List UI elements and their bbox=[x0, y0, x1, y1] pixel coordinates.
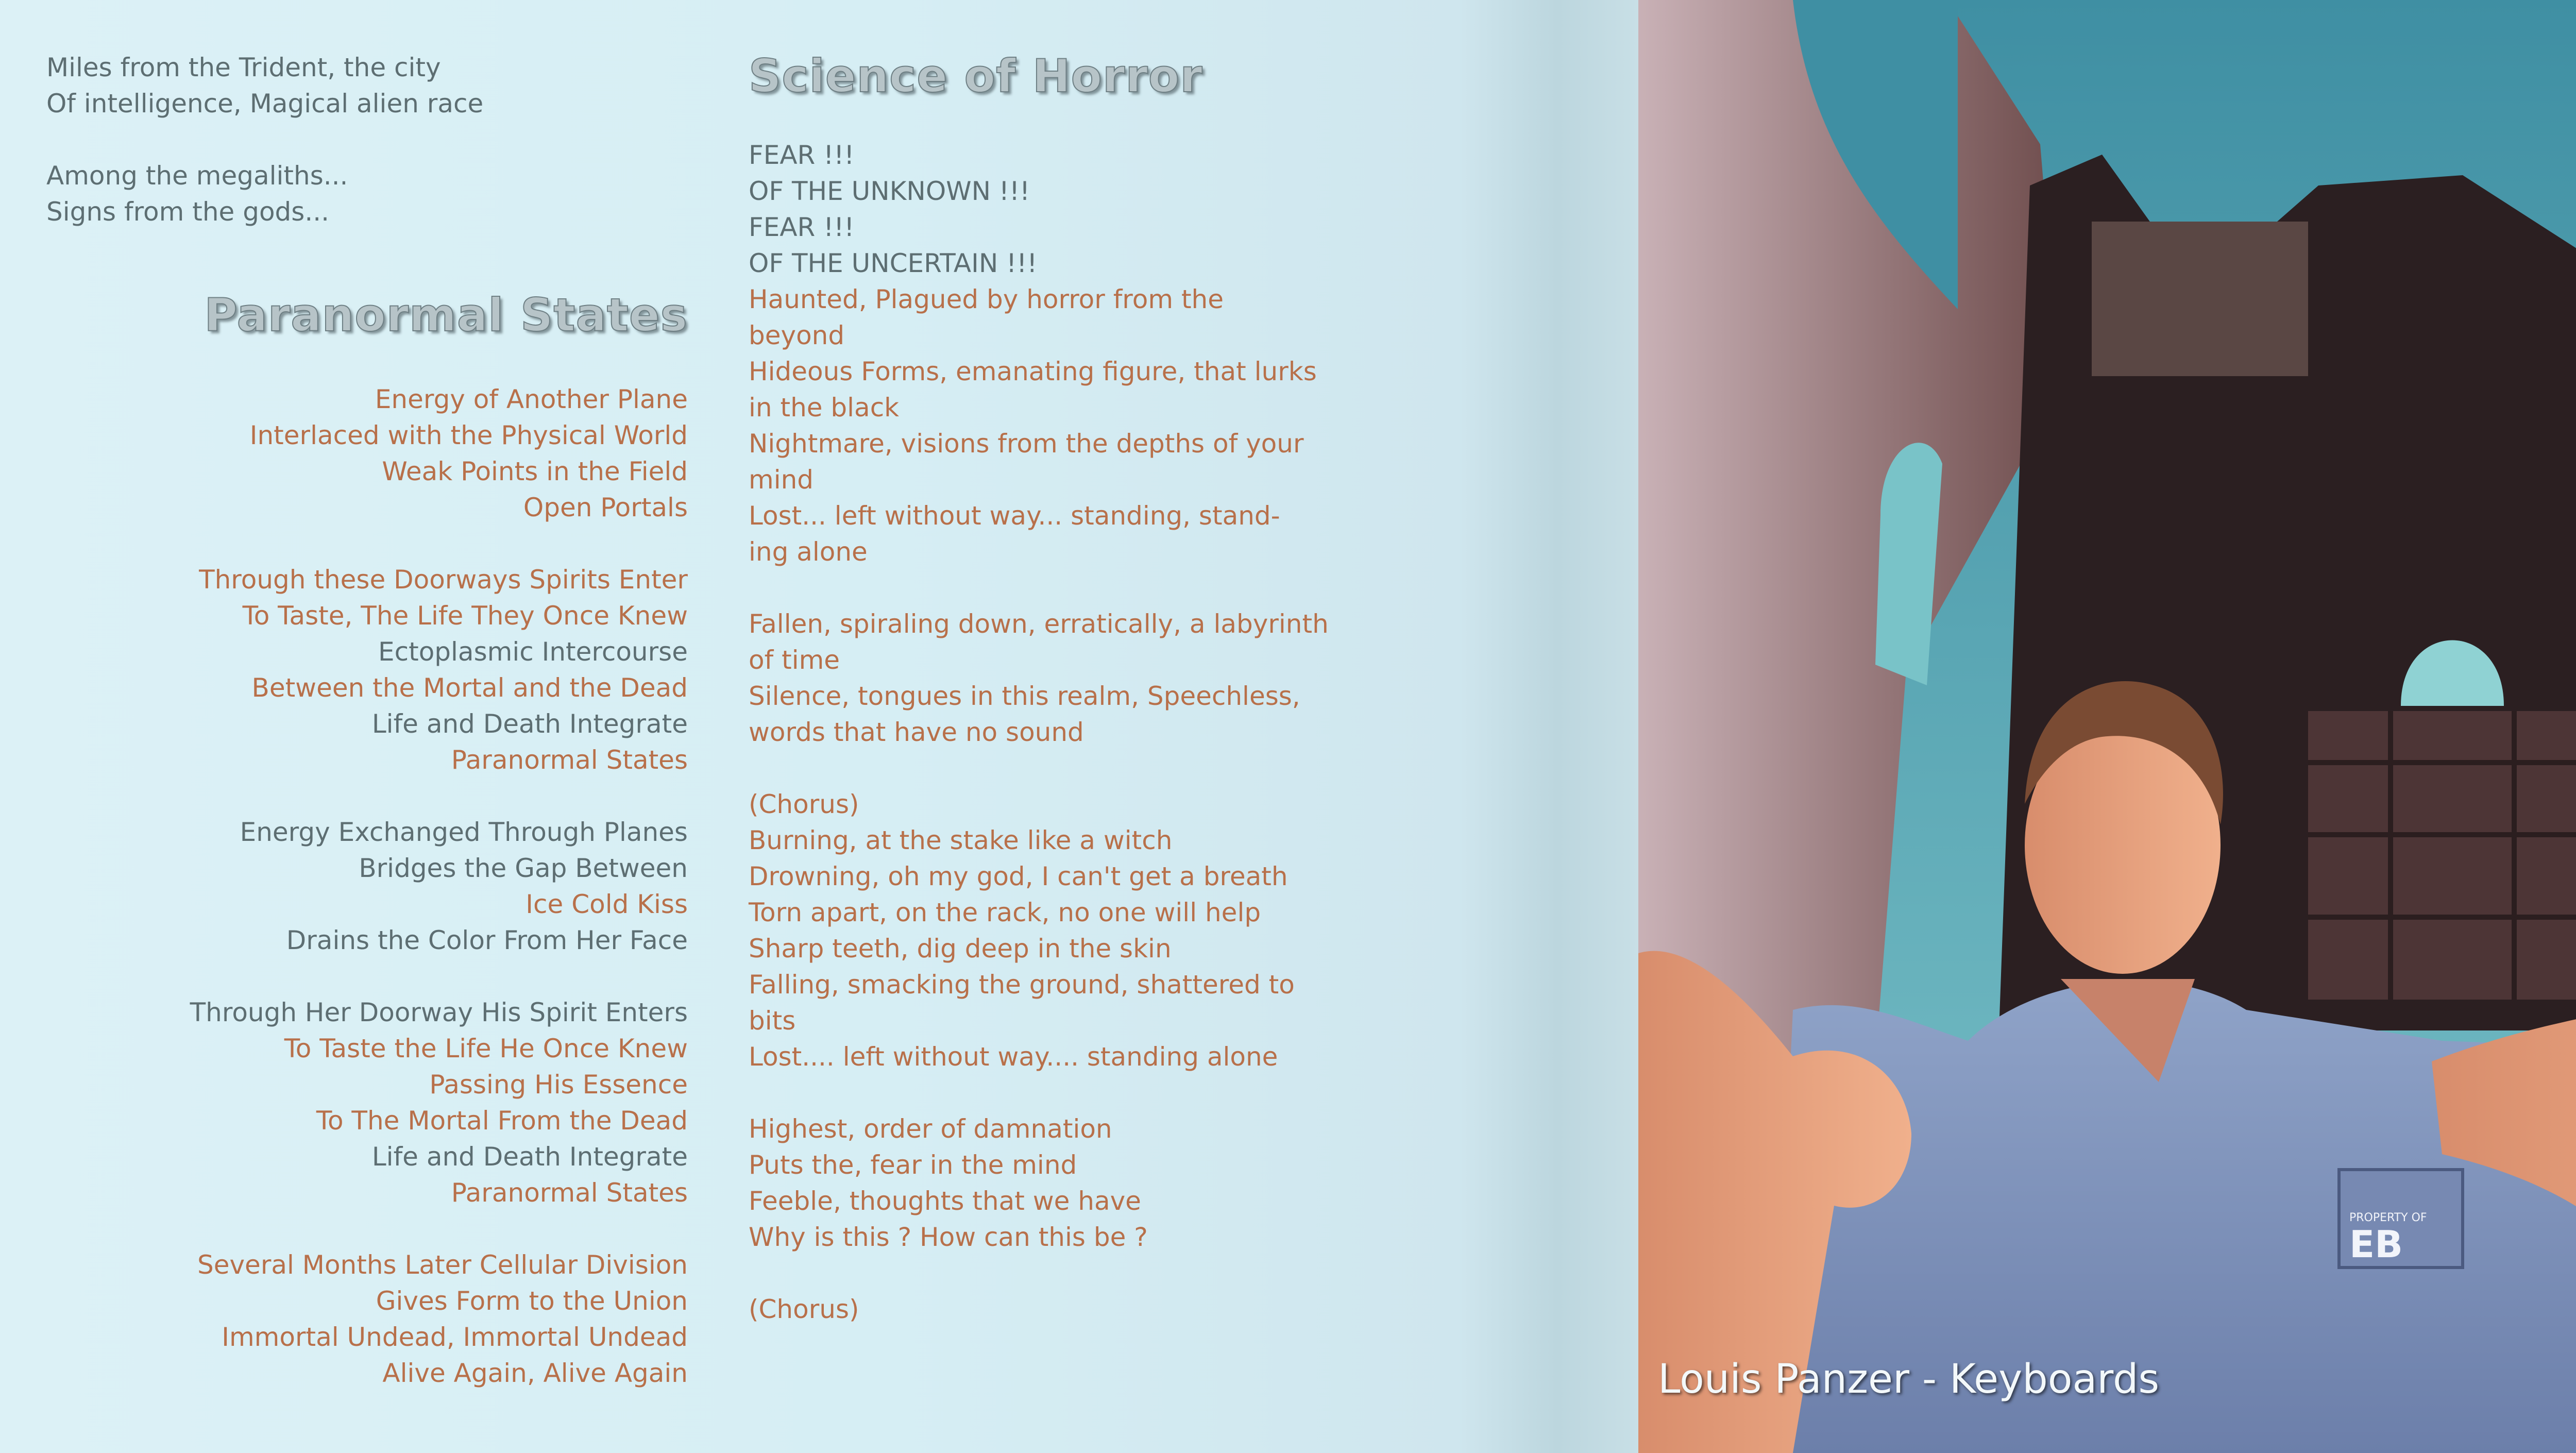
lyric-line: bits bbox=[749, 1006, 796, 1036]
stanza-gap bbox=[0, 1211, 688, 1247]
lyric-line: Paranormal States bbox=[451, 1178, 688, 1208]
intro-block bbox=[46, 49, 483, 230]
lyric-line: ing alone bbox=[749, 537, 868, 567]
lyric-line: Life and Death Integrate bbox=[371, 1142, 688, 1172]
lyric-line: Falling, smacking the ground, shattered to bbox=[749, 970, 1295, 1000]
lyric-line: To The Mortal From the Dead bbox=[316, 1106, 688, 1136]
paranormal-title: Paranormal States bbox=[204, 289, 688, 342]
lyric-line: Interlaced with the Physical World bbox=[249, 420, 688, 450]
stanza-gap bbox=[749, 570, 1329, 606]
lyric-line: Paranormal States bbox=[451, 745, 688, 775]
stanza-gap bbox=[0, 958, 688, 994]
lyric-line: (Chorus) bbox=[749, 1294, 859, 1324]
science-lyrics bbox=[749, 137, 1329, 1327]
stanza-gap bbox=[46, 122, 483, 158]
lyric-line: Open Portals bbox=[523, 493, 688, 522]
book-gutter bbox=[1458, 0, 1638, 1453]
shirt-text: PROPERTY OF bbox=[2349, 1211, 2427, 1224]
lyric-line: Haunted, Plagued by horror from the bbox=[749, 284, 1224, 314]
lyric-line: Feeble, thoughts that we have bbox=[749, 1186, 1141, 1216]
lyric-line: Weak Points in the Field bbox=[382, 457, 688, 486]
lyric-line: FEAR !!! bbox=[749, 140, 855, 170]
lyric-line: Torn apart, on the rack, no one will help bbox=[749, 898, 1261, 927]
lyric-line: Life and Death Integrate bbox=[371, 709, 688, 739]
lyric-line: Puts the, fear in the mind bbox=[749, 1150, 1077, 1180]
band-member-photo bbox=[1638, 0, 2576, 1453]
lyric-line: Lost.... left without way.... standing alone bbox=[749, 1042, 1278, 1072]
lyric-line: words that have no sound bbox=[749, 717, 1084, 747]
lyric-line: (Chorus) bbox=[749, 789, 859, 819]
stanza-gap bbox=[749, 1075, 1329, 1111]
lyric-line: Alive Again, Alive Again bbox=[382, 1358, 688, 1388]
lyric-line: Through these Doorways Spirits Enter bbox=[199, 565, 688, 595]
photo-illustration bbox=[1638, 0, 2576, 1453]
lyric-line: Burning, at the stake like a witch bbox=[749, 825, 1173, 855]
lyric-line: Ice Cold Kiss bbox=[526, 889, 688, 919]
lyric-line: Through Her Doorway His Spirit Enters bbox=[190, 998, 688, 1027]
lyric-line: To Taste the Life He Once Knew bbox=[284, 1034, 688, 1063]
intro-line: Miles from the Trident, the city bbox=[46, 53, 441, 82]
stanza-gap bbox=[749, 750, 1329, 786]
stanza-gap bbox=[0, 526, 688, 562]
lyric-line: Silence, tongues in this realm, Speechless, bbox=[749, 681, 1300, 711]
lyric-line: Ectoplasmic Intercourse bbox=[378, 637, 688, 667]
inner-wall bbox=[2308, 711, 2576, 1000]
lyric-line: in the black bbox=[749, 393, 900, 423]
intro-line: Among the megaliths... bbox=[46, 161, 348, 191]
lyric-line: Immortal Undead, Immortal Undead bbox=[222, 1322, 688, 1352]
paranormal-lyrics bbox=[0, 381, 688, 1391]
lyric-line: Gives Form to the Union bbox=[376, 1286, 688, 1316]
lyric-line: Why is this ? How can this be ? bbox=[749, 1222, 1148, 1252]
lyric-line: Highest, order of damnation bbox=[749, 1114, 1112, 1144]
stanza-gap bbox=[749, 1255, 1329, 1291]
photo-caption: Louis Panzer - Keyboards bbox=[1658, 1356, 2160, 1403]
lyric-line: beyond bbox=[749, 320, 845, 350]
lyric-line: Between the Mortal and the Dead bbox=[251, 673, 688, 703]
intro-line: Of intelligence, Magical alien race bbox=[46, 89, 484, 119]
shirt-logo: EB bbox=[2349, 1223, 2403, 1266]
lyric-line: Nightmare, visions from the depths of your bbox=[749, 429, 1304, 459]
lyric-line: OF THE UNCERTAIN !!! bbox=[749, 248, 1038, 278]
lyric-line: Lost... left without way... standing, stand- bbox=[749, 501, 1280, 531]
lyric-line: FEAR !!! bbox=[749, 212, 855, 242]
lyric-line: Energy Exchanged Through Planes bbox=[240, 817, 688, 847]
lyric-line: of time bbox=[749, 645, 840, 675]
lyric-line: Energy of Another Plane bbox=[375, 384, 688, 414]
stanza-gap bbox=[0, 778, 688, 814]
lyric-line: To Taste, The Life They Once Knew bbox=[242, 601, 688, 631]
lyric-line: Several Months Later Cellular Division bbox=[197, 1250, 688, 1280]
lyric-line: OF THE UNKNOWN !!! bbox=[749, 176, 1030, 206]
lyric-line: Passing His Essence bbox=[429, 1070, 688, 1100]
lyric-line: Drowning, oh my god, I can't get a breath bbox=[749, 861, 1288, 891]
lyric-line: Drains the Color From Her Face bbox=[286, 925, 688, 955]
lyric-line: Fallen, spiraling down, erratically, a labyrinth bbox=[749, 609, 1329, 639]
science-title: Science of Horror bbox=[749, 49, 1203, 103]
bell-tower bbox=[2092, 222, 2308, 376]
lyric-line: mind bbox=[749, 465, 814, 495]
lyric-line: Bridges the Gap Between bbox=[359, 853, 688, 883]
intro-line: Signs from the gods... bbox=[46, 197, 329, 227]
lyric-line: Hideous Forms, emanating figure, that lurks bbox=[749, 357, 1317, 386]
lyric-line: Sharp teeth, dig deep in the skin bbox=[749, 934, 1172, 964]
